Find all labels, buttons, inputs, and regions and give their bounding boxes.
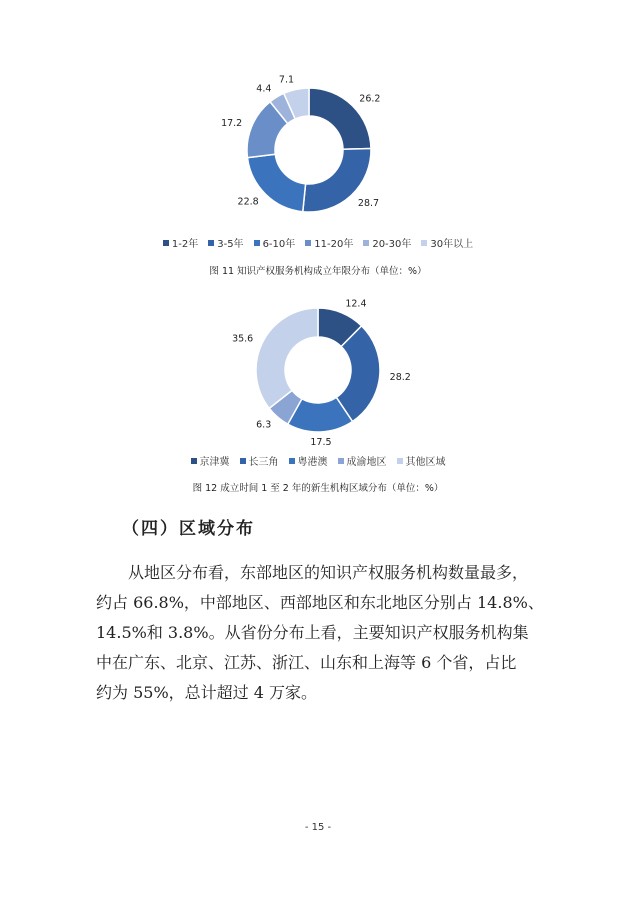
legend-label: 成渝地区 [346,457,387,468]
legend-item [208,235,243,250]
data-label: 35.6 [232,333,254,345]
body-paragraph [96,558,562,708]
legend-label: 3-5年 [217,239,244,250]
paragraph-line: 中在广东、北京、江苏、浙江、山东和上海等 6 个省，占比 [96,653,517,672]
data-label: 28.7 [357,197,380,209]
data-label: 12.4 [345,298,367,310]
legend-label: 其他区域 [405,457,446,468]
figure-caption-11: 图 11 知识产权服务机构成立年限分布（单位：%） [209,266,427,277]
legend-item [240,453,279,468]
legend-item [421,235,473,250]
donut-svg-1 [0,70,636,230]
legend-label: 京津冀 [199,457,230,468]
legend-swatch [305,240,311,246]
legend-swatch [289,458,295,464]
legend-swatch [191,458,197,464]
legend-region [0,453,636,468]
donut-chart-new-institutions-region [0,292,636,462]
data-label: 7.1 [278,74,295,86]
data-label: 6.3 [256,419,272,431]
data-label: 4.4 [256,83,272,95]
legend-swatch [397,458,403,464]
legend-item [191,453,230,468]
data-label: 17.5 [310,436,332,448]
legend-swatch [421,240,427,246]
paragraph-line: 从地区分布看，东部地区的知识产权服务机构数量最多， [128,563,529,582]
donut-svg-2 [0,292,636,452]
legend-swatch [363,240,369,246]
paragraph-line: 14.5%和 3.8%。从省份分布上看，主要知识产权服务机构集 [96,623,529,642]
data-label: 26.2 [359,93,381,105]
data-label: 22.8 [237,196,259,208]
data-label: 28.2 [389,371,411,383]
legend-item [305,235,353,250]
paragraph-line: 约为 55%，总计超过 4 万家。 [96,683,318,702]
page-number: - 15 - [304,822,332,833]
legend-label: 长三角 [248,457,279,468]
legend-item [163,235,198,250]
legend-item [363,235,411,250]
legend-swatch [338,458,344,464]
legend-item [254,235,296,250]
legend-establishment-years [0,235,636,250]
donut-chart-establishment-years [0,70,636,250]
legend-label: 6-10年 [262,239,296,250]
donut-slice [256,308,318,408]
legend-label: 20-30年 [372,239,412,250]
legend-item [397,453,446,468]
legend-item [289,453,328,468]
legend-swatch [254,240,260,246]
legend-swatch [208,240,214,246]
legend-swatch [163,240,169,246]
section-heading: （四）区域分布 [122,519,255,539]
legend-label: 30年以上 [430,239,474,250]
legend-item [338,453,387,468]
legend-label: 11-20年 [314,239,354,250]
figure-caption-12: 图 12 成立时间 1 至 2 年的新生机构区域分布（单位：%） [192,483,444,494]
legend-label: 1-2年 [171,239,199,250]
data-label: 17.2 [221,118,243,130]
paragraph-line: 约占 66.8%，中部地区、西部地区和东北地区分别占 14.8%、 [96,593,544,612]
legend-swatch [240,458,246,464]
legend-label: 粤港澳 [297,457,328,468]
